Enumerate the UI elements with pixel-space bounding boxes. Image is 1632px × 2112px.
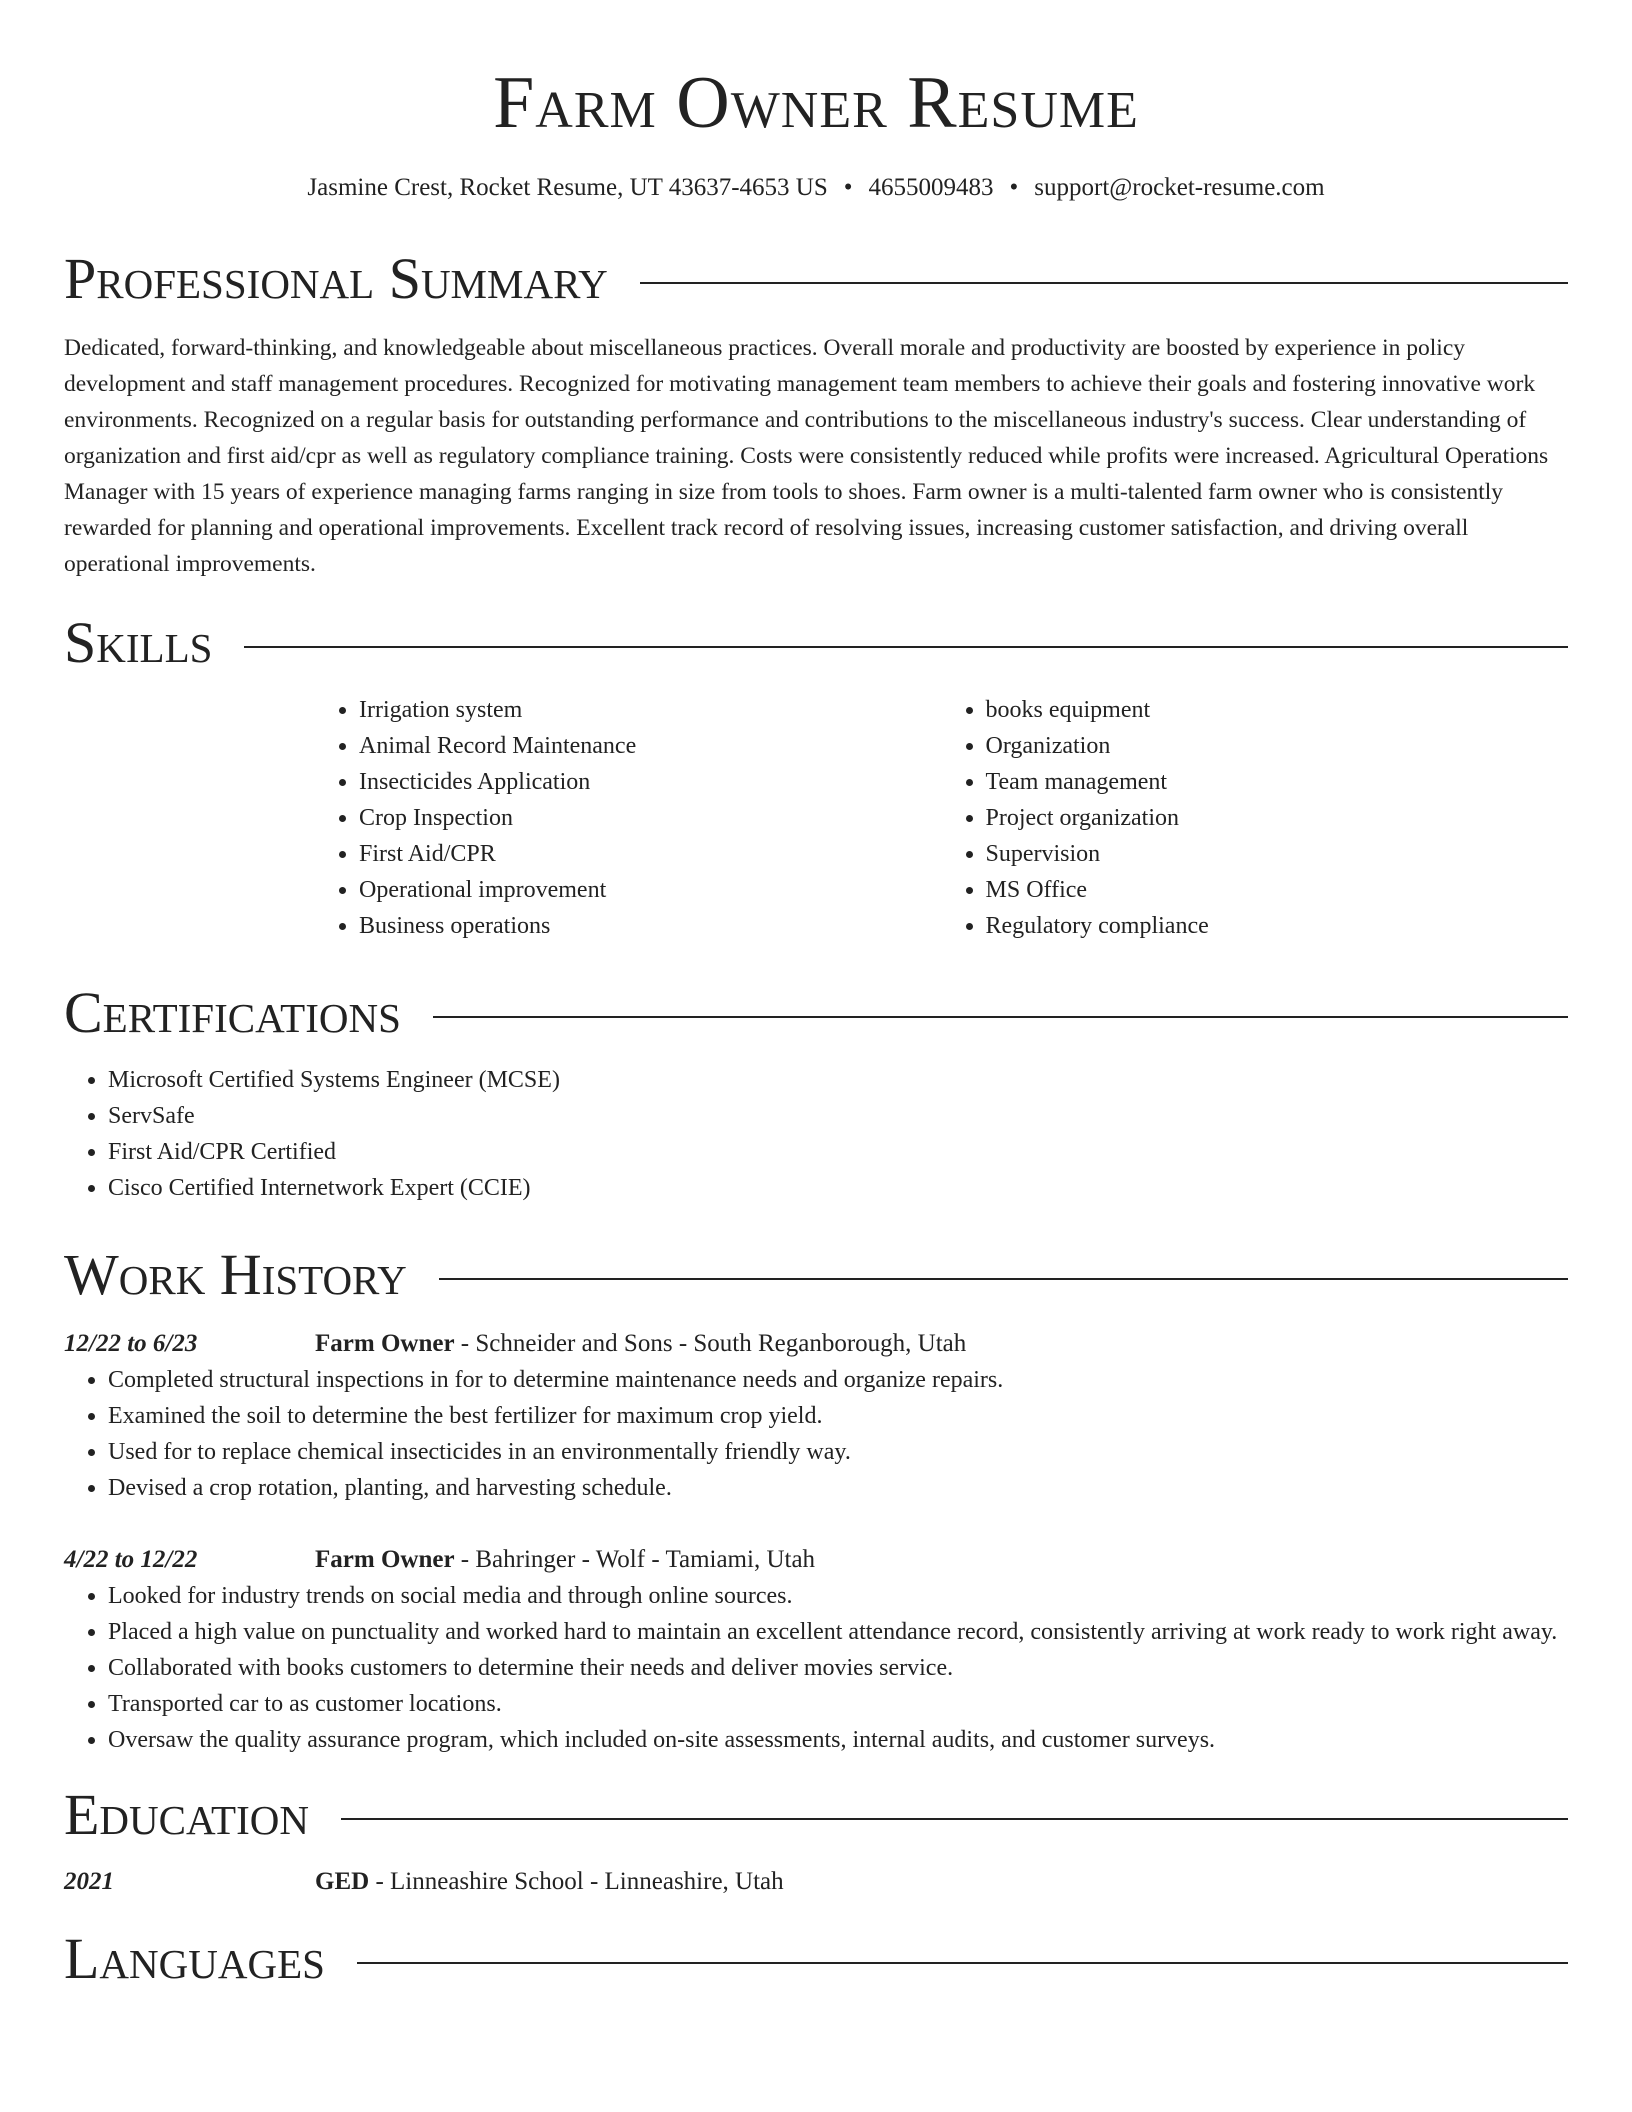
- job-header: [64, 1542, 1568, 1578]
- education-details: - Linneashire School - Linneashire, Utah: [369, 1868, 784, 1895]
- section-divider: [244, 646, 1568, 648]
- work-header: [64, 1242, 1568, 1307]
- job-title: Farm Owner: [315, 1546, 455, 1573]
- job-heading: [315, 1326, 966, 1362]
- contact-line: [0, 174, 1632, 202]
- summary-section: [64, 246, 1568, 582]
- summary-heading: Professional Summary: [64, 246, 608, 311]
- skill-item: • First Aid/CPR: [359, 836, 942, 872]
- certification-item: • ServSafe: [108, 1098, 1568, 1134]
- contact-phone[interactable]: 4655009483: [868, 174, 994, 201]
- languages-header: [64, 1926, 1568, 1991]
- skill-item: • Supervision: [986, 836, 1569, 872]
- skill-item: • Irrigation system: [359, 692, 942, 728]
- languages-heading: Languages: [64, 1926, 325, 1991]
- job-title: Farm Owner: [315, 1330, 455, 1357]
- job-bullet: • Looked for industry trends on social media and through online sources.: [108, 1578, 1568, 1614]
- certifications-section: [64, 980, 1568, 1206]
- languages-section: [64, 1926, 1568, 1991]
- summary-text: Dedicated, forward-thinking, and knowledgeable about miscellaneous practices. Overall morale and productivity are boosted by experience in policy development and staff management procedures. Recognized for motivating management team members to achieve their goals and fostering innovative work environments. Recognized on a regular basis for outstanding performance and contributions to the miscellaneous industry's success. Clear understanding of organization and first aid/cpr as well as regulatory compliance training. Costs were consistently reduced while profits were increased. Agricultural Operations Manager with 15 years of experience managing farms ranging in size from tools to shoes. Farm owner is a multi-talented farm owner who is consistently rewarded for planning and operational improvements. Excellent track record of resolving issues, increasing customer satisfaction, and driving overall operational improvements.: [64, 335, 1549, 577]
- contact-email[interactable]: support@rocket-resume.com: [1034, 174, 1325, 201]
- education-section: [64, 1782, 1568, 1900]
- skills-heading: Skills: [64, 610, 213, 675]
- certification-item: • Cisco Certified Internetwork Expert (CCIE): [108, 1170, 1568, 1206]
- section-divider: [357, 1962, 1568, 1964]
- work-heading: Work History: [64, 1242, 407, 1307]
- education-heading-line: [315, 1864, 784, 1900]
- job-entry: [64, 1326, 1568, 1506]
- skills-header: [64, 610, 1568, 675]
- education-entry: [64, 1864, 1568, 1900]
- skill-item: • books equipment: [986, 692, 1569, 728]
- skill-item: • Operational improvement: [359, 872, 942, 908]
- summary-header: [64, 246, 1568, 311]
- section-divider: [341, 1818, 1568, 1820]
- job-bullet: • Collaborated with books customers to determine their needs and deliver movies service.: [108, 1650, 1568, 1686]
- job-dates: 4/22 to 12/22: [64, 1546, 198, 1573]
- job-bullet: • Placed a high value on punctuality and worked hard to maintain an excellent attendance record, consistently arriving at work ready to work right away.: [108, 1614, 1568, 1650]
- section-divider: [433, 1016, 1568, 1018]
- education-heading: Education: [64, 1782, 309, 1847]
- certifications-heading: Certifications: [64, 980, 401, 1045]
- skills-section: [64, 610, 1568, 944]
- job-bullet: • Devised a crop rotation, planting, and harvesting schedule.: [108, 1470, 1568, 1506]
- job-details: - Bahringer - Wolf - Tamiami, Utah: [454, 1546, 816, 1573]
- job-bullet: • Used for to replace chemical insecticides in an environmentally friendly way.: [108, 1434, 1568, 1470]
- certification-item: • First Aid/CPR Certified: [108, 1134, 1568, 1170]
- job-heading: [315, 1542, 815, 1578]
- certifications-list: [64, 1062, 1568, 1206]
- skills-list-left: [315, 692, 942, 944]
- job-bullet: • Oversaw the quality assurance program, which included on-site assessments, internal audits, and customer surveys.: [108, 1722, 1568, 1758]
- contact-separator: •: [843, 174, 853, 201]
- certifications-header: [64, 980, 1568, 1045]
- contact-address: Jasmine Crest, Rocket Resume, UT 43637-4653 US: [307, 174, 828, 201]
- section-divider: [439, 1278, 1568, 1280]
- job-bullet: • Transported car to as customer locations.: [108, 1686, 1568, 1722]
- resume-title: Farm Owner Resume: [493, 62, 1139, 144]
- skill-item: • Team management: [986, 764, 1569, 800]
- education-degree: GED: [315, 1868, 370, 1895]
- section-divider: [640, 282, 1568, 284]
- education-year: 2021: [64, 1868, 114, 1895]
- job-dates: 12/22 to 6/23: [64, 1330, 198, 1357]
- education-header: [64, 1782, 1568, 1847]
- job-header: [64, 1326, 1568, 1362]
- job-details: - Schneider and Sons - South Reganborough, Utah: [454, 1330, 967, 1357]
- skills-grid: [315, 692, 1568, 944]
- skill-item: • Project organization: [986, 800, 1569, 836]
- job-bullet: • Completed structural inspections in for to determine maintenance needs and organize repairs.: [108, 1362, 1568, 1398]
- job-bullet: • Examined the soil to determine the best fertilizer for maximum crop yield.: [108, 1398, 1568, 1434]
- skill-item: • Crop Inspection: [359, 800, 942, 836]
- job-bullets: [64, 1578, 1568, 1758]
- job-bullets: [64, 1362, 1568, 1506]
- skill-item: • MS Office: [986, 872, 1569, 908]
- certification-item: • Microsoft Certified Systems Engineer (MCSE): [108, 1062, 1568, 1098]
- work-section: [64, 1242, 1568, 1758]
- skill-item: • Organization: [986, 728, 1569, 764]
- contact-separator: •: [1009, 174, 1019, 201]
- skills-list-right: [942, 692, 1569, 944]
- skill-item: • Business operations: [359, 908, 942, 944]
- skill-item: • Regulatory compliance: [986, 908, 1569, 944]
- skill-item: • Insecticides Application: [359, 764, 942, 800]
- skill-item: • Animal Record Maintenance: [359, 728, 942, 764]
- job-entry: [64, 1542, 1568, 1758]
